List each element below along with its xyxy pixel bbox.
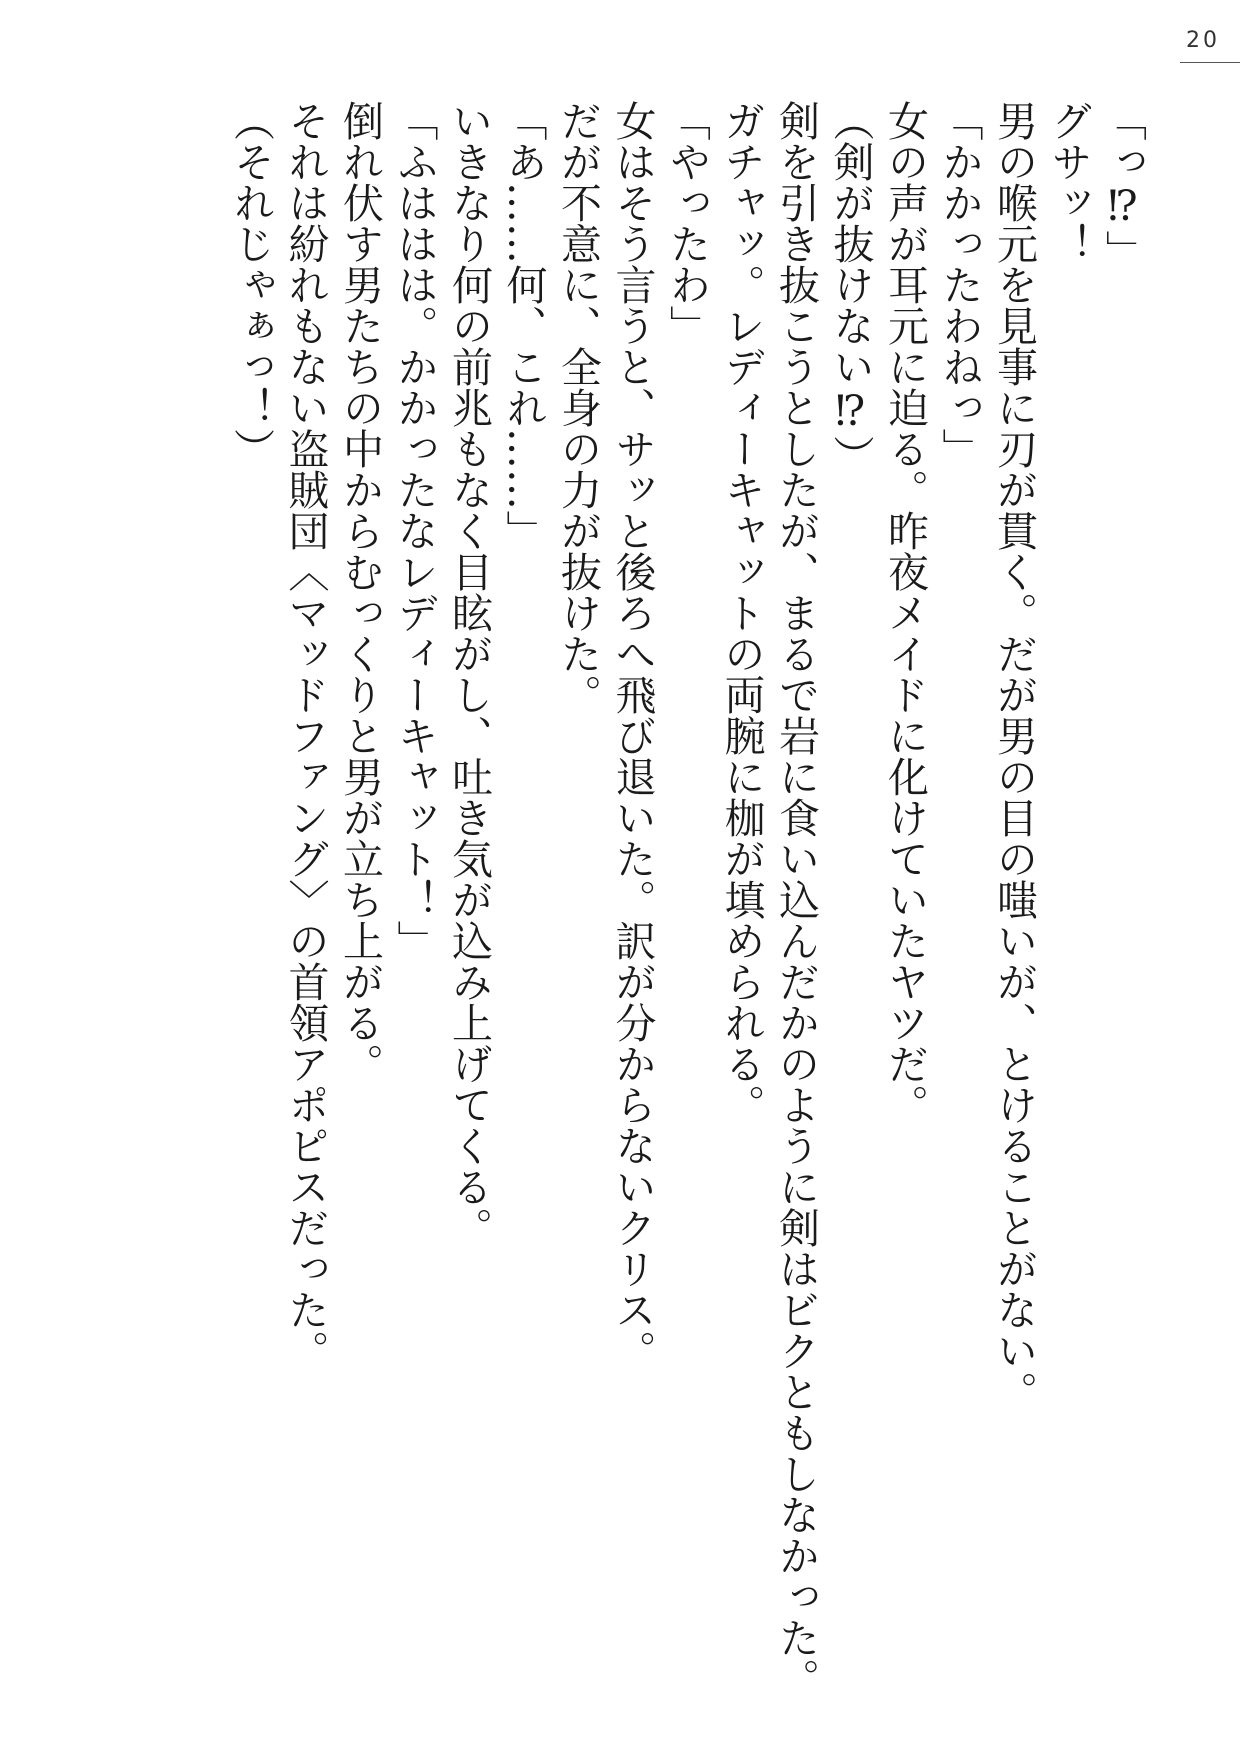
text-line: 女はそう言うと、サッと後ろへ飛び退いた。訳が分からないクリス。 [608,100,657,1371]
text-line: だが不意に、全身の力が抜けた。 [554,100,602,715]
page-number: 20 [1186,28,1220,53]
text-line: 「っ⁉」 [1099,100,1147,271]
text-line: それは紛れもない盗賊団〈マッドファング〉の首領アポピスだった。 [281,100,330,1371]
text-line: 女の声が耳元に迫る。昨夜メイドに化けていたヤツだ。 [881,100,929,1125]
text-line: いきなり何の前兆もなく目眩がし、吐き気が込み上げてくる。 [445,100,493,1248]
text-line: （剣が抜けない⁉） [826,100,875,476]
text-line: グサッ！ [1044,100,1093,264]
text-line: 剣を引き抜こうとしたが、まるで岩に食い込んだかのように剣はビクともしなかった。 [772,100,820,1699]
text-line: 「やったわ」 [663,100,711,346]
text-line: 「ふははは。かかったなレディーキャット！」 [390,100,439,961]
text-line: ガチャッ。レディーキャットの両腕に枷が填められる。 [717,100,766,1125]
text-line: 「かかったわねっ」 [935,100,984,469]
text-line: （それじゃぁっ！） [227,100,275,469]
vertical-text-body [110,100,1150,1699]
page-number-rule [1180,62,1240,63]
text-line: 男の喉元を見事に刃が貫く。だが男の目の嗤いが、とけることがない。 [990,100,1038,1412]
text-line: 倒れ伏す男たちの中からむっくりと男が立ち上がる。 [336,100,384,1084]
text-line: 「あ……何、これ……」 [499,100,548,551]
